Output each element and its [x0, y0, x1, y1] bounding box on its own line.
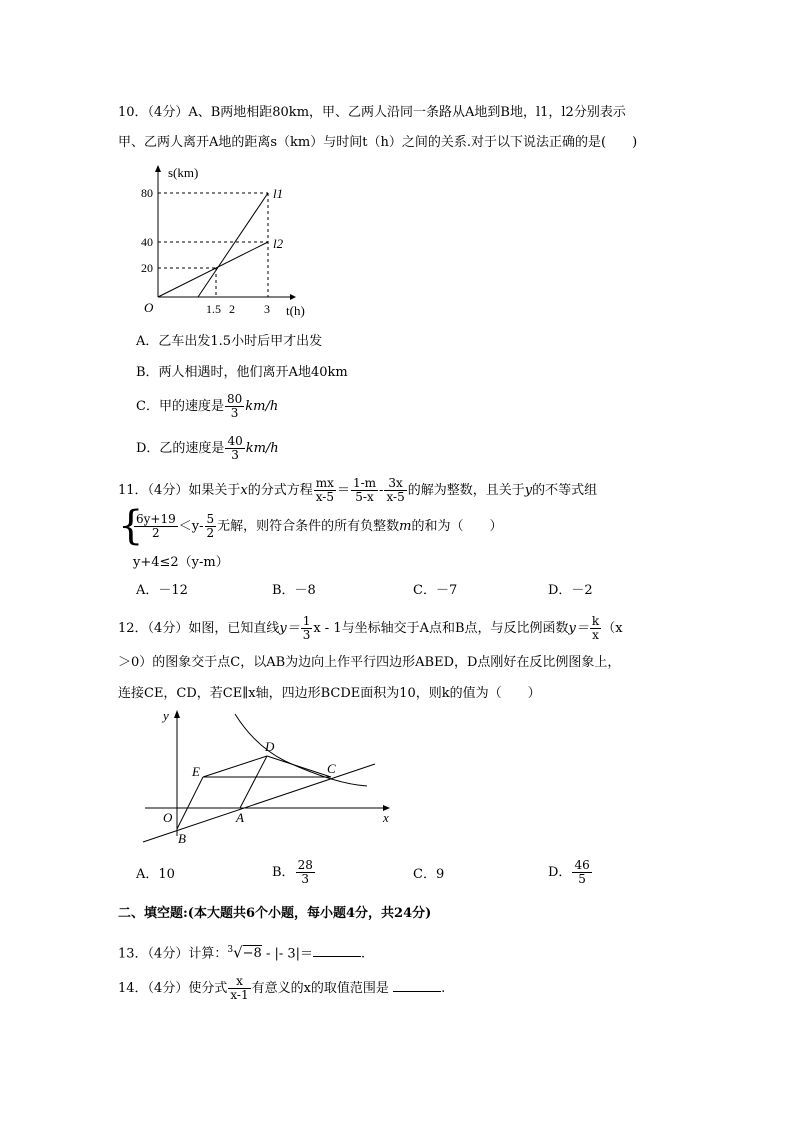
q12-option-d[interactable]: D． $\frac{46}{5}$ — [548, 858, 590, 886]
q11-system-brace: { — [118, 503, 144, 549]
section-fill-in-blank-heading: 二、填空题:(本大题共6个小题，每小题4分，共24分) — [118, 906, 432, 921]
q10-number: 10． — [118, 105, 148, 120]
q11-frac-3x: $\frac{3x}{x-5}$ — [386, 476, 405, 504]
q12-graph — [135, 706, 405, 851]
q13-answer-blank[interactable] — [313, 943, 361, 957]
q10-c-fraction: $\frac{80}{3}$ — [226, 392, 243, 420]
x-tick-1-5: 1.5 — [206, 302, 221, 316]
q12-line3: 连接CE，CD，若CE∥x轴，四边形BCDE面积为10，则k的值为（ ） — [118, 686, 541, 701]
q12-label-o: O — [163, 810, 173, 825]
q10-option-b[interactable]: B．两人相遇时，他们离开A地40km — [136, 365, 348, 380]
x-tick-2: 2 — [229, 302, 235, 316]
q10-graph — [140, 160, 320, 320]
q10-d-fraction: $\frac{40}{3}$ — [227, 434, 243, 462]
q11-line1: 11．（4分）如果关于x的分式方程 $\frac{mx}{x-5}$ ＝ $\frac{1-m}{5-x}$ - $\frac{3x}{x-5}$ 的解为整数，且关于y的不等式组 — [118, 476, 598, 504]
q12-label-c: C — [327, 761, 336, 776]
l1-label: l1 — [273, 186, 284, 201]
q12-label-x: x — [383, 810, 389, 825]
q10-line2 — [118, 134, 637, 152]
q11-option-d[interactable]: D．－2 — [548, 583, 593, 598]
q11-option-a[interactable]: A．－12 — [136, 583, 188, 598]
l1-line — [198, 193, 268, 297]
q10-line1 — [118, 104, 626, 122]
q12-label-a: A — [236, 810, 244, 825]
q10-option-c[interactable]: C．甲的速度是 $\frac{80}{3}$ km/h — [136, 392, 279, 420]
q10-option-d[interactable]: D．乙的速度是 $\frac{40}{3}$ km/h — [136, 434, 279, 462]
q12-label-b: B — [178, 831, 186, 846]
q10-option-a[interactable]: A．乙车出发1.5小时后甲才出发 — [136, 334, 323, 349]
q14-answer-blank[interactable] — [393, 978, 441, 992]
q11-system-line2: y+4≤2（y-m） — [133, 555, 229, 570]
x-tick-3: 3 — [264, 302, 270, 316]
q11-system-line1: $\frac{6y+19}{2}$ ＜y- $\frac{5}{2}$ 无解，则符合条件的所有负整数m的和为（ ） — [136, 512, 503, 540]
q13-line: 13．（4分）计算：$^3$√−8 - |- 3|＝ . — [118, 943, 366, 962]
q11-frac-1m: $\frac{1-m}{5-x}$ — [352, 476, 377, 504]
q12-line1: 12．（4分）如图，已知直线y＝ $\frac{1}{3}$ x - 1与坐标轴交于A点和B点，与反比例函数y＝ $\frac{k}{x}$ （x — [118, 614, 623, 642]
q12-option-a[interactable]: A．10 — [136, 867, 175, 882]
q12-option-c[interactable]: C．9 — [413, 867, 445, 882]
q12-label-e: E — [192, 764, 200, 779]
y-tick-40: 40 — [141, 235, 153, 249]
q10-stem-2: 甲、乙两人离开A地的距离s（km）与时间t（h）之间的关系.对于以下说法正确的是( ) — [118, 135, 638, 150]
y-tick-80: 80 — [141, 186, 153, 200]
q12-label-d: D — [265, 739, 275, 754]
x-axis-label: t(h) — [286, 303, 305, 318]
q12-label-y: y — [163, 708, 169, 723]
q10-score: （4分） — [147, 105, 189, 120]
q12-option-b[interactable]: B． $\frac{28}{3}$ — [272, 858, 313, 886]
l2-line — [158, 242, 268, 297]
q10-stem-1: A、B两地相距80km，甲、乙两人沿同一条路从A地到B地，l1，l2分别表示 — [188, 105, 626, 120]
origin-label: O — [144, 300, 154, 315]
q14-line: 14．（4分）使分式 $\frac{x}{x-1}$ 有意义的x的取值范围是 . — [118, 974, 446, 1002]
y-tick-20: 20 — [141, 261, 153, 275]
hyperbola-curve — [235, 714, 367, 786]
q11-option-c[interactable]: C．－7 — [413, 583, 458, 598]
y-axis-label: s(km) — [168, 165, 199, 180]
l2-label: l2 — [273, 236, 284, 251]
q12-line2: ＞0）的图象交于点C，以AB为边向上作平行四边形ABED，D点刚好在反比例图象上， — [118, 655, 621, 670]
q11-frac-mx: $\frac{mx}{x-5}$ — [315, 476, 334, 504]
q11-option-b[interactable]: B．－8 — [272, 583, 316, 598]
